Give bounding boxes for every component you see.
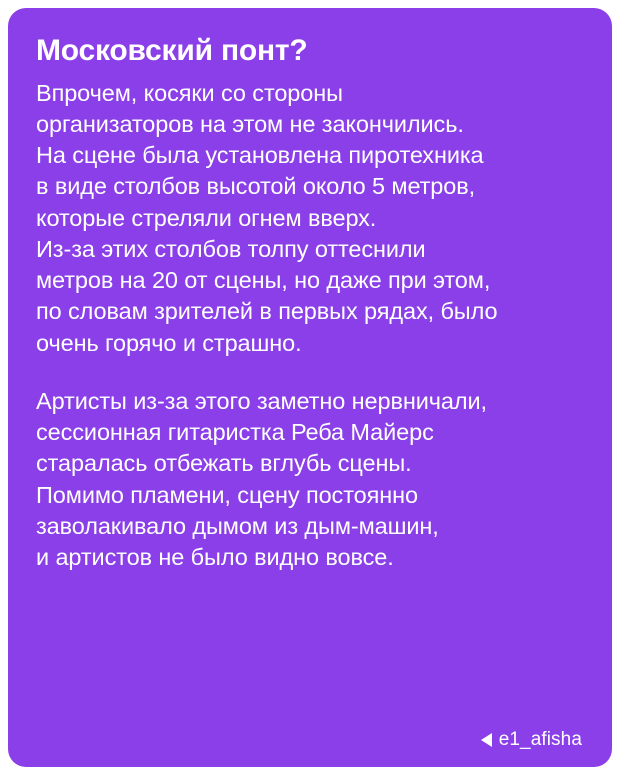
body-paragraph-1: Впрочем, косяки со стороны организаторов на этом не закончились. На сцене была установлена пиротехника в виде столбов высотой около 5 метров, которые стреляли огнем вверх. Из-за этих столбов толпу оттеснили метров на 20 от сцены, но даже при этом, по словам зрителей в первых рядах, было очень горячо и страшно. — [36, 79, 498, 356]
attribution[interactable] — [481, 729, 582, 751]
attribution-label: e1_afisha — [498, 729, 582, 750]
paragraph-spacer — [36, 359, 584, 386]
play-triangle-left-icon — [481, 733, 492, 747]
page-title: Московский понт? — [36, 34, 308, 67]
quote-card — [8, 8, 612, 767]
body-paragraph-2: Артисты из-за этого заметно нервничали, сессионная гитаристка Реба Майерс старалась отбежать вглубь сцены. Помимо пламени, сцену постоянно заволакивало дымом из дым-машин, и артистов не было видно вовсе. — [36, 387, 487, 571]
